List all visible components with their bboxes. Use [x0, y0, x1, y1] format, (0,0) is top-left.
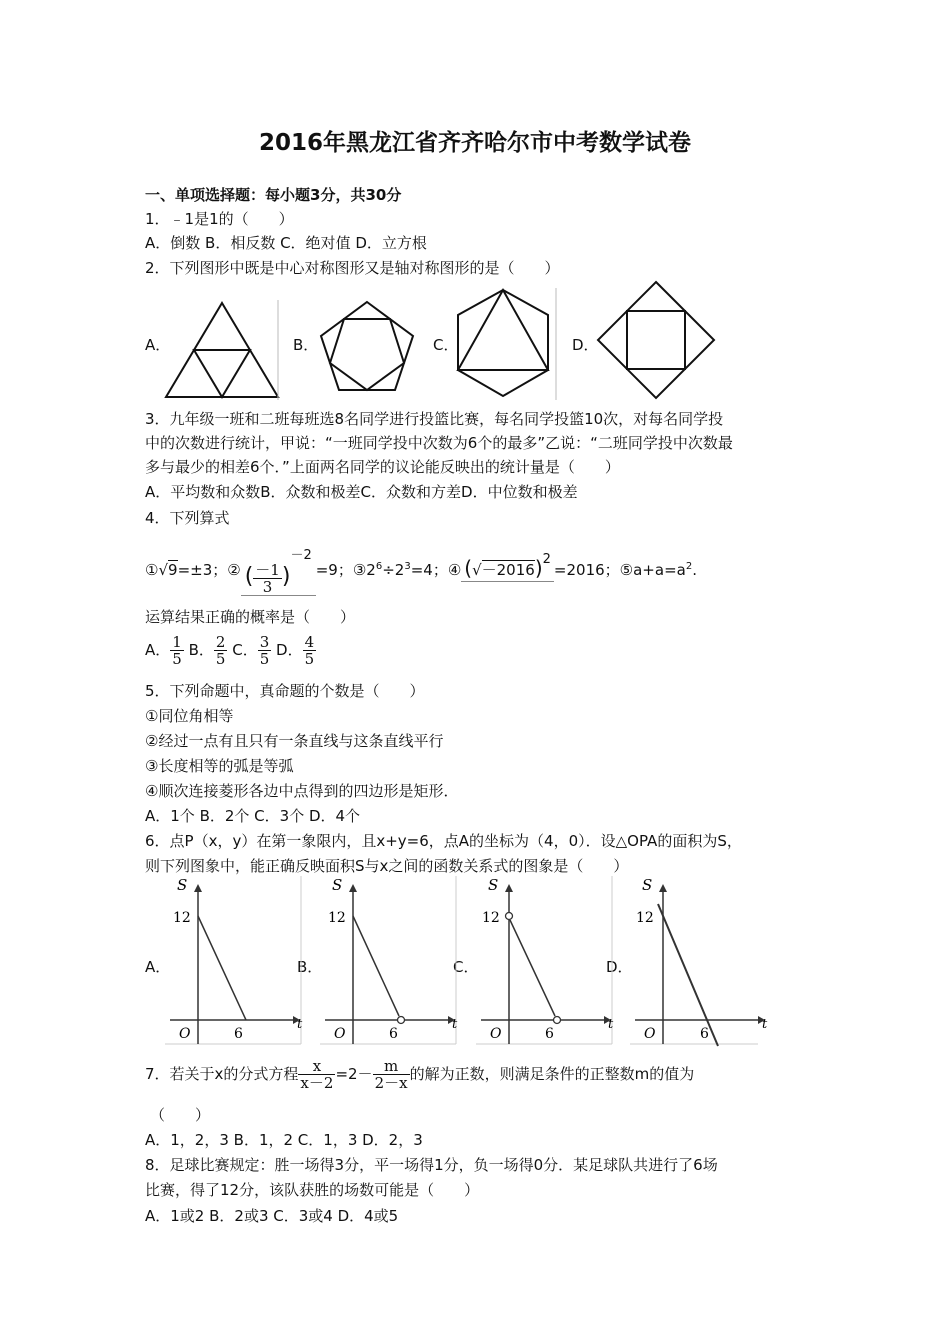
q4-opt-b-den: 5 — [215, 650, 226, 668]
q2-figure-b-pentagon — [317, 300, 417, 400]
q3-options: A．平均数和众数B．众数和极差C．众数和方差D．中位数和极差 — [145, 483, 578, 501]
q6-graph-d-y-value: 12 — [636, 910, 654, 926]
q5-item-1: ①同位角相等 — [145, 707, 234, 725]
q6-label-b: B． — [297, 958, 323, 976]
q4-opt-a-frac — [170, 634, 184, 667]
q6-label-d: D． — [606, 958, 633, 976]
q2-figure-c-hexagon — [455, 288, 560, 400]
q2-label-c: C． — [433, 336, 459, 354]
section-heading: 一、单项选择题：每小题3分，共30分 — [145, 186, 402, 204]
q6-graph-a-origin: O — [179, 1026, 191, 1042]
q1-options: A．倒数 B．相反数 C．绝对值 D．立方根 — [145, 234, 427, 252]
q1-stem: 1．﹣1是1的（ ） — [145, 210, 294, 228]
q4-p1-radicand: 9 — [168, 561, 178, 579]
q4-p4-suffix: =2016；⑤a+a=a — [553, 561, 686, 579]
q4-p2-fraction — [253, 562, 282, 595]
q4-p2-power: ( $\frac{-1}{3}$ )－2 — [241, 546, 316, 596]
q4-opt-d-den: 5 — [304, 650, 315, 668]
q2-label-b: B． — [293, 336, 319, 354]
q6-graph-b-x-label: t — [452, 1017, 458, 1032]
q6-label-c: C． — [453, 958, 479, 976]
q6-graph-d-x-label: t — [762, 1017, 768, 1032]
q4-opt-b-num: 2 — [215, 633, 226, 651]
q4-opt-c-label: C． — [232, 641, 258, 659]
q6-graph-d-origin: O — [644, 1026, 656, 1042]
q8-line-1: 8．足球比赛规定：胜一场得3分，平一场得1分，负一场得0分．某足球队共进行了6场 — [145, 1156, 718, 1174]
q2-label-d: D． — [572, 336, 599, 354]
q6-graph-b-y-label: S — [332, 876, 343, 894]
q2-figure-a-triangle — [166, 300, 281, 400]
q4-opt-a-num: 1 — [172, 633, 182, 651]
q4-p1-suffix: =±3；② — [177, 561, 241, 579]
q6-graph-c-y-label: S — [488, 876, 499, 894]
q2-figure-d-diamond — [596, 280, 718, 402]
q4-opt-a-label: A． — [145, 641, 171, 659]
q7-suffix: 的解为正数，则满足条件的正整数m的值为 — [409, 1065, 695, 1083]
q2-label-a: A． — [145, 336, 171, 354]
q4-opt-d-frac — [303, 634, 317, 667]
q6-graph-a-x-label: t — [297, 1017, 303, 1032]
q7-fraction-2 — [373, 1058, 410, 1091]
q6-graph-b-y-value: 12 — [328, 910, 346, 926]
q7-f2-den: 2－x — [374, 1074, 408, 1092]
q3-line-3: 多与最少的相差6个．”上面两名同学的议论能反映出的统计量是（ ） — [145, 458, 620, 476]
q4-p5-exp: 2 — [685, 561, 693, 572]
q5-options: A．1个 B．2个 C．3个 D．4个 — [145, 807, 361, 825]
q4-stem: 4．下列算式 — [145, 509, 230, 527]
q4-opt-c-frac — [258, 634, 272, 667]
q7-options: A．1，2，3 B．1，2 C．1，3 D．2，3 — [145, 1131, 423, 1149]
q8-options: A．1或2 B．2或3 C．3或4 D．4或5 — [145, 1207, 399, 1225]
q8-line-2: 比赛，得了12分，该队获胜的场数可能是（ ） — [145, 1181, 480, 1199]
q6-graph-c-y-value: 12 — [482, 910, 500, 926]
q4-p3-exp2: 3 — [404, 561, 411, 572]
q7-f1-num: x — [298, 1058, 335, 1075]
q4-opt-d-label: D． — [276, 641, 303, 659]
q4-opt-d-num: 4 — [304, 633, 315, 651]
q7-mid: =2－ — [335, 1065, 373, 1083]
q7-f1-den: x－2 — [300, 1074, 334, 1092]
q4-p3-exp1: 6 — [375, 561, 383, 572]
q6-graph-c-x-value: 6 — [545, 1026, 554, 1042]
q4-p2-num: －1 — [255, 560, 280, 579]
q5-item-4: ④顺次连接菱形各边中点得到的四边形是矩形． — [145, 782, 459, 800]
q4-p4-exp: 2 — [542, 552, 551, 567]
q4-opt-a-den: 5 — [172, 650, 182, 668]
q4-p3-mid: ÷2 — [382, 561, 405, 579]
q7-f2-num: m — [373, 1058, 410, 1075]
q4-opt-b-label: B． — [188, 641, 214, 659]
q4-p3-suffix: =4；④ — [410, 561, 462, 579]
q6-graph-d — [630, 876, 770, 1048]
page-title: 2016年黑龙江省齐齐哈尔市中考数学试卷 — [258, 130, 691, 156]
q6-label-a: A． — [145, 958, 171, 976]
q6-graph-c-x-label: t — [608, 1017, 614, 1032]
q5-item-2: ②经过一点有且只有一条直线与这条直线平行 — [145, 732, 444, 750]
q4-opt-c-den: 5 — [259, 650, 270, 668]
q4-p4-power: (√－2016)2 — [461, 549, 554, 582]
q6-graph-b — [320, 876, 460, 1048]
q4-p2-den: 3 — [262, 577, 273, 596]
q6-graph-c — [476, 876, 616, 1048]
q6-graph-a-y-value: 12 — [173, 910, 191, 926]
q7-prefix: 7．若关于x的分式方程 — [145, 1065, 299, 1083]
q4-result: 运算结果正确的概率是（ ） — [145, 608, 356, 626]
q6-graph-d-y-label: S — [642, 876, 653, 894]
q4-p4-radicand: －2016 — [481, 561, 535, 579]
q6-graph-a-y-label: S — [177, 876, 188, 894]
sqrt-symbol: √ — [158, 561, 169, 579]
q3-line-2: 中的次数进行统计，甲说：“一班同学投中次数为6个的最多”乙说：“二班同学投中次数最 — [145, 434, 733, 452]
q6-graph-b-origin: O — [334, 1026, 346, 1042]
q6-line-2: 则下列图象中，能正确反映面积S与x之间的函数关系式的图象是（ ） — [145, 857, 629, 875]
q4-opt-b-frac — [214, 634, 228, 667]
q2-stem: 2．下列图形中既是中心对称图形又是轴对称图形的是（ ） — [145, 259, 560, 277]
q5-stem: 5．下列命题中，真命题的个数是（ ） — [145, 682, 425, 700]
q6-line-1: 6．点P（x，y）在第一象限内，且x+y=6，点A的坐标为（4，0）．设△OPA的面积为S， — [145, 832, 742, 850]
q6-graph-a — [165, 876, 305, 1048]
q6-graph-d-x-value: 6 — [700, 1026, 709, 1042]
q5-item-3: ③长度相等的弧是等弧 — [145, 757, 294, 775]
q4-opt-c-num: 3 — [259, 633, 270, 651]
q6-graph-a-x-value: 6 — [234, 1026, 243, 1042]
q3-line-1: 3．九年级一班和二班每班选8名同学进行投篮比赛，每名同学投篮10次，对每名同学投 — [145, 410, 724, 428]
q4-p5-end: . — [692, 561, 697, 579]
q4-p2-exp: －2 — [290, 547, 312, 563]
q6-graph-b-x-value: 6 — [389, 1026, 398, 1042]
q4-options — [145, 630, 316, 670]
q7-fraction-1 — [298, 1058, 335, 1091]
q4-p1-prefix: ① — [145, 561, 159, 579]
q4-p2-suffix: =9；③2 — [315, 561, 376, 579]
q7-paren: （ ） — [150, 1106, 211, 1124]
q6-graph-c-origin: O — [490, 1026, 502, 1042]
q4-expression — [145, 540, 697, 594]
q7-stem — [145, 1052, 694, 1096]
